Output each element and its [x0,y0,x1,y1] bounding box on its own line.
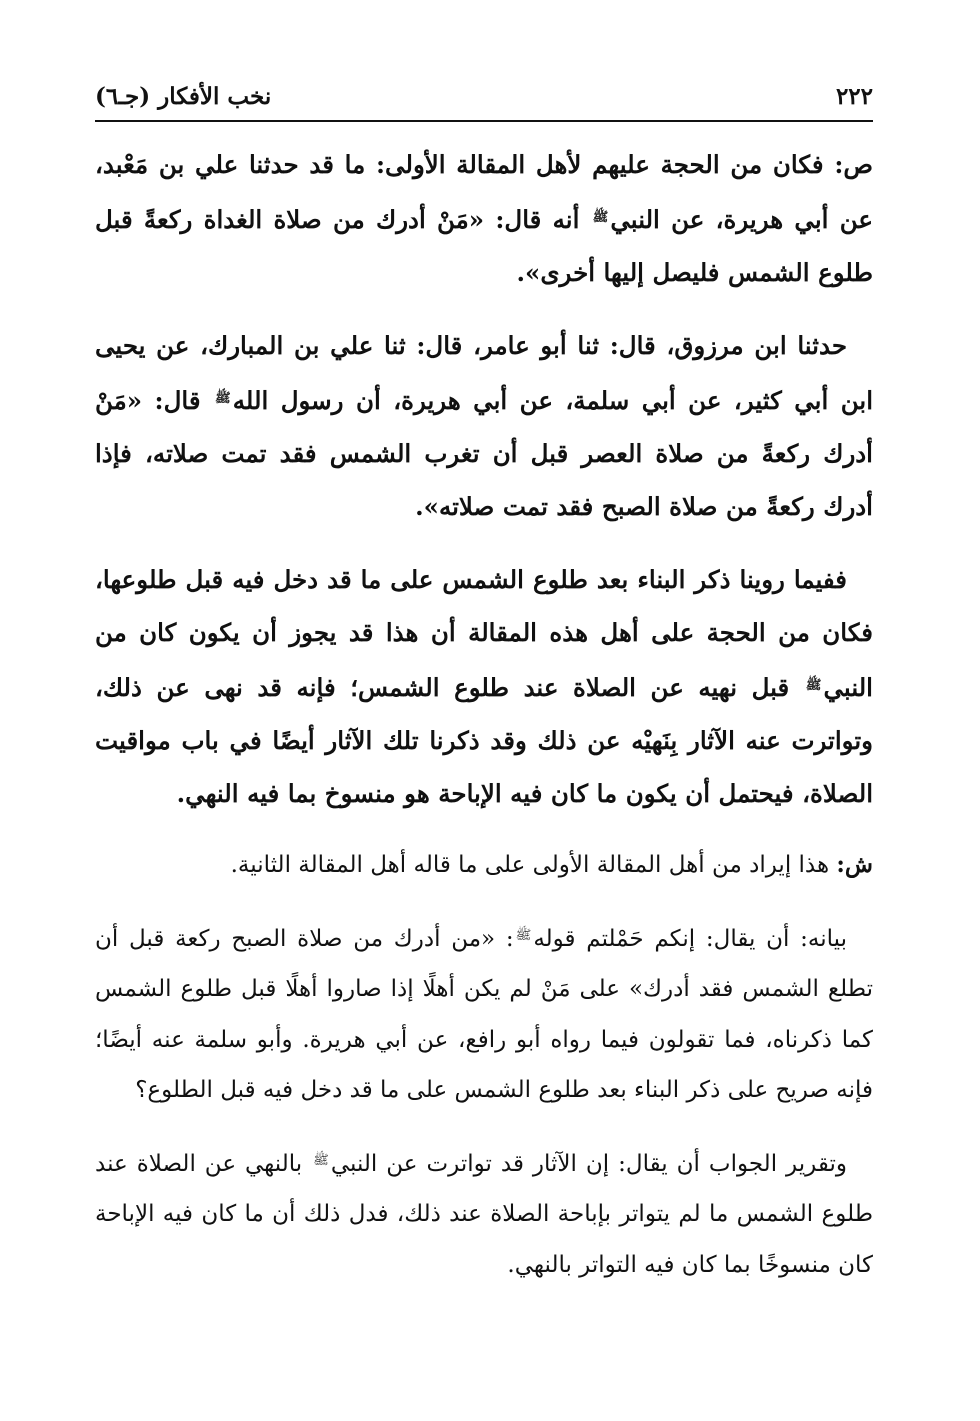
paragraph-3 [95,553,873,820]
paragraph-1 [95,138,873,299]
paragraph-3-text-b: قبل نهيه عن الصلاة عند طلوع الشمس؛ فإنه قد نهى عن ذلك، وتواترت عنه الآثار بِنَهيْه عن ذلك وقد ذكرنا تلك الآثار أيضًا في باب مواقيت الصلاة، فيحتمل أن يكون ما كان فيه الإباحة هو منسوخ بما فيه النهي. [95,673,873,808]
paragraph-1-text-b: أنه قال: «مَنْ أدرك من صلاة الغداة ركعةً قبل طلوع الشمس فليصل إليها أخرى». [95,205,873,287]
paragraph-6-text-b: بالنهي عن الصلاة عند طلوع الشمس ما لم يتواتر بإباحة الصلاة عند ذلك، فدل ذلك أن ما كان فيه الإباحة كان منسوخًا بما كان فيه التواتر بالنهي. [95,1150,873,1278]
paragraph-5-text-b: : «من أدرك من صلاة الصبح ركعة قبل أن تطلع الشمس فقد أدرك» على مَنْ لم يكن أهلًا إذا صاروا أهلًا قبل طلوع الشمس كما ذكرناه، فما تقولون فيما رواه أبو رافع، عن أبي هريرة. وأبو سلمة عنه أيضًا؛ فإنه صريح على ذكر البناء بعد طلوع الشمس على ما قد دخل فيه قبل الطلوع؟ [95,925,873,1103]
paragraph-2-text-a: حدثنا ابن مرزوق، قال: ثنا أبو عامر، قال: ثنا علي بن المبارك، عن يحيى ابن أبي كثير، عن أبي سلمة، عن أبي هريرة، أن رسول الله [95,331,873,415]
paragraph-1-text-a: فكان من الحجة عليهم لأهل المقالة الأولى: ما قد حدثنا علي بن مَعْبد، عن أبي هريرة، عن النبي [95,150,873,234]
paragraph-5 [95,911,873,1116]
paragraph-5-text-a: بيانه: أن يقال: إنكم حَمْلتم قوله [533,925,847,952]
page-number: ٢٢٢ [835,83,873,110]
paragraph-4 [95,840,873,891]
honorific-icon: ﷺ [313,1152,329,1168]
paragraph-4-text-a: هذا إيراد من أهل المقالة الأولى على ما قاله أهل المقالة الثانية. [230,852,837,878]
sad-marker: ص: [834,150,873,179]
paragraph-6 [95,1136,873,1291]
running-head [95,78,873,116]
header-rule [95,120,873,122]
shin-marker: ش: [836,851,873,878]
honorific-icon: ﷺ [215,391,231,406]
honorific-icon: ﷺ [515,927,532,943]
book-page [95,78,873,1310]
honorific-icon: ﷺ [805,678,822,693]
honorific-icon: ﷺ [592,210,609,225]
book-title: نخب الأفكار (جـ٦) [95,83,272,110]
paragraph-3-text-a: ففيما روينا ذكر البناء بعد طلوع الشمس على ما قد دخل فيه قبل طلوعها، فكان من الحجة على أهل هذه المقالة أن هذا قد يجوز أن يكون كان من النبي [95,565,873,702]
paragraph-6-text-a: وتقرير الجواب أن يقال: إن الآثار قد تواترت عن النبي [330,1150,847,1177]
paragraph-2 [95,319,873,533]
paragraph-2-text-b: قال: «مَنْ أدرك ركعةً من صلاة العصر قبل أن تغرب الشمس فقد تمت صلاته، فإذا أدرك ركعةً من صلاة الصبح فقد تمت صلاته». [95,386,873,521]
